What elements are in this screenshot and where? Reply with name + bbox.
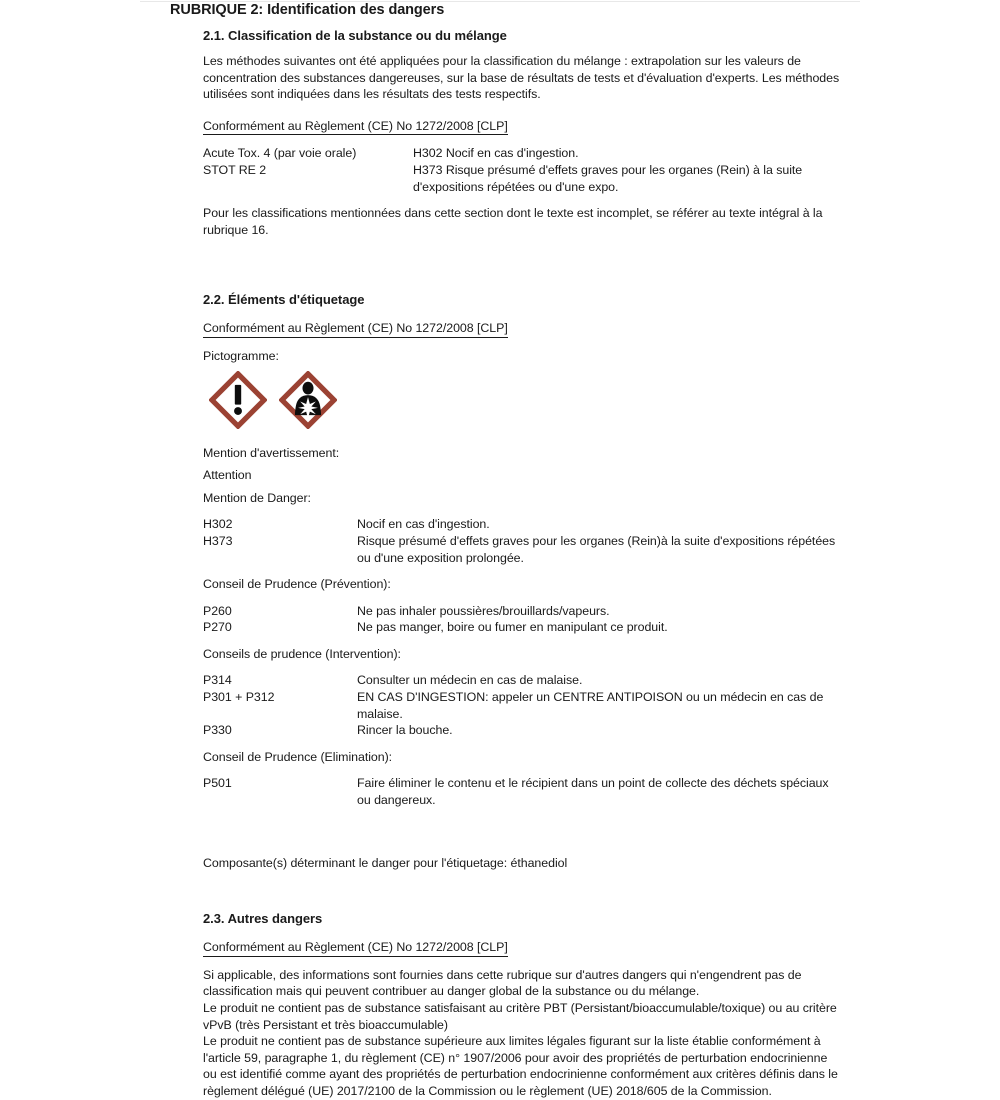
section-2-3-paragraph-1: Si applicable, des informations sont fournies dans cette rubrique sur d'autres dangers qui n'engendrent pas de classification mais qui peuvent contribuer au danger global de la substance ou du mélange. <box>203 967 802 999</box>
classification-statement: H302 Nocif en cas d'ingestion. <box>413 146 579 161</box>
page-title: RUBRIQUE 2: Identification des dangers <box>170 2 445 18</box>
section-heading-2-1: 2.1. Classification de la substance ou du mélange <box>203 28 507 43</box>
hazard-determining-components: Composante(s) déterminant le danger pour l'étiquetage: éthanediol <box>203 855 568 870</box>
prevention-label: Conseil de Prudence (Prévention): <box>203 577 391 592</box>
precaution-code: P301 + P312 <box>203 690 275 705</box>
precaution-text: Faire éliminer le contenu et le récipient dans un point de collecte des déchets spéciaux ou dangereux. <box>357 776 829 808</box>
precaution-text: Consulter un médecin en cas de malaise. <box>357 673 583 688</box>
section-2-3-paragraph-3: Le produit ne contient pas de substance supérieure aux limites légales figurant sur la liste établie conformément à l'article 59, paragraphe 1, du règlement (CE) n° 1907/2006 pour avoir des propriétés de perturbation endocrinienne ou est identifié comme ayant des propriétés de perturbation endocrinienne conformément aux critères définis dans le règlement délégué (UE) 2017/2100 de la Commission ou le règlement (UE) 2018/605 de la Commission. <box>203 1034 838 1098</box>
classification-class: STOT RE 2 <box>203 162 267 177</box>
table-row <box>203 722 843 739</box>
precaution-text: Ne pas inhaler poussières/brouillards/vapeurs. <box>357 603 610 618</box>
table-row <box>203 775 843 808</box>
precaution-code: P260 <box>203 603 232 618</box>
regulation-reference-2-2: Conformément au Règlement (CE) No 1272/2008 [CLP] <box>203 320 508 338</box>
precaution-text: Rincer la bouche. <box>357 723 453 738</box>
pictogram-label: Pictogramme: <box>203 348 279 363</box>
precaution-code: P314 <box>203 673 232 688</box>
precaution-code: P270 <box>203 620 232 635</box>
regulation-reference-2-3: Conformément au Règlement (CE) No 1272/2008 [CLP] <box>203 939 508 957</box>
disposal-label: Conseil de Prudence (Elimination): <box>203 749 393 764</box>
response-statements-table <box>203 672 843 738</box>
precaution-code: P501 <box>203 776 232 791</box>
section-2-3-paragraph-2: Le produit ne contient pas de substance satisfaisant au critère PBT (Persistant/bioaccumulable/toxique) ou au critère vPvB (très Persistant et très bioaccumulable) <box>203 1001 837 1032</box>
hazard-text: Risque présumé d'effets graves pour les organes (Rein)à la suite d'expositions répétées ou d'une exposition prolongée. <box>357 533 836 565</box>
precaution-text: Ne pas manger, boire ou fumer en manipulant ce produit. <box>357 620 668 635</box>
section-heading-2-3: 2.3. Autres dangers <box>203 911 323 927</box>
precaution-text: EN CAS D'INGESTION: appeler un CENTRE ANTIPOISON ou un médecin en cas de malaise. <box>357 690 824 721</box>
table-row <box>203 162 843 195</box>
hazard-statements-label: Mention de Danger: <box>203 490 311 505</box>
precaution-code: P330 <box>203 723 232 738</box>
table-row <box>203 619 843 636</box>
table-row <box>203 145 843 162</box>
section-2-1-intro: Les méthodes suivantes ont été appliquées pour la classification du mélange : extrapolation sur les valeurs de concentration des substances dangereuses, sur la base de résultats de tests et d'évaluation d'experts. Les méthodes utilisées sont indiquées dans les résultats des tests respectifs. <box>203 54 840 102</box>
signal-word-label: Mention d'avertissement: <box>203 445 340 460</box>
hazard-code: H302 <box>203 517 233 532</box>
hazard-code: H373 <box>203 533 233 548</box>
table-row <box>203 516 843 533</box>
classification-table-2-1 <box>203 145 843 195</box>
regulation-reference-2-1: Conformément au Règlement (CE) No 1272/2008 [CLP] <box>203 118 508 136</box>
health-hazard-pictogram <box>279 371 337 429</box>
table-row <box>203 672 843 689</box>
section-2-1-footnote: Pour les classifications mentionnées dans cette section dont le texte est incomplet, se référer au texte intégral à la rubrique 16. <box>203 206 823 237</box>
hazard-statements-table <box>203 516 843 566</box>
section-heading-2-2: 2.2. Éléments d'étiquetage <box>203 292 365 308</box>
classification-statement: H373 Risque présumé d'effets graves pour les organes (Rein) à la suite d'expositions répétées ou d'une expo. <box>413 162 803 194</box>
table-row <box>203 689 843 722</box>
table-row <box>203 603 843 620</box>
exclamation-mark-pictogram <box>209 371 267 429</box>
response-label: Conseils de prudence (Intervention): <box>203 646 401 661</box>
document-content <box>203 28 843 1100</box>
prevention-statements-table <box>203 603 843 636</box>
table-row <box>203 533 843 566</box>
hazard-text: Nocif en cas d'ingestion. <box>357 517 490 532</box>
signal-word-value: Attention <box>203 468 252 483</box>
disposal-statements-table <box>203 775 843 808</box>
classification-class: Acute Tox. 4 (par voie orale) <box>203 146 357 161</box>
pictogram-group <box>209 371 843 429</box>
